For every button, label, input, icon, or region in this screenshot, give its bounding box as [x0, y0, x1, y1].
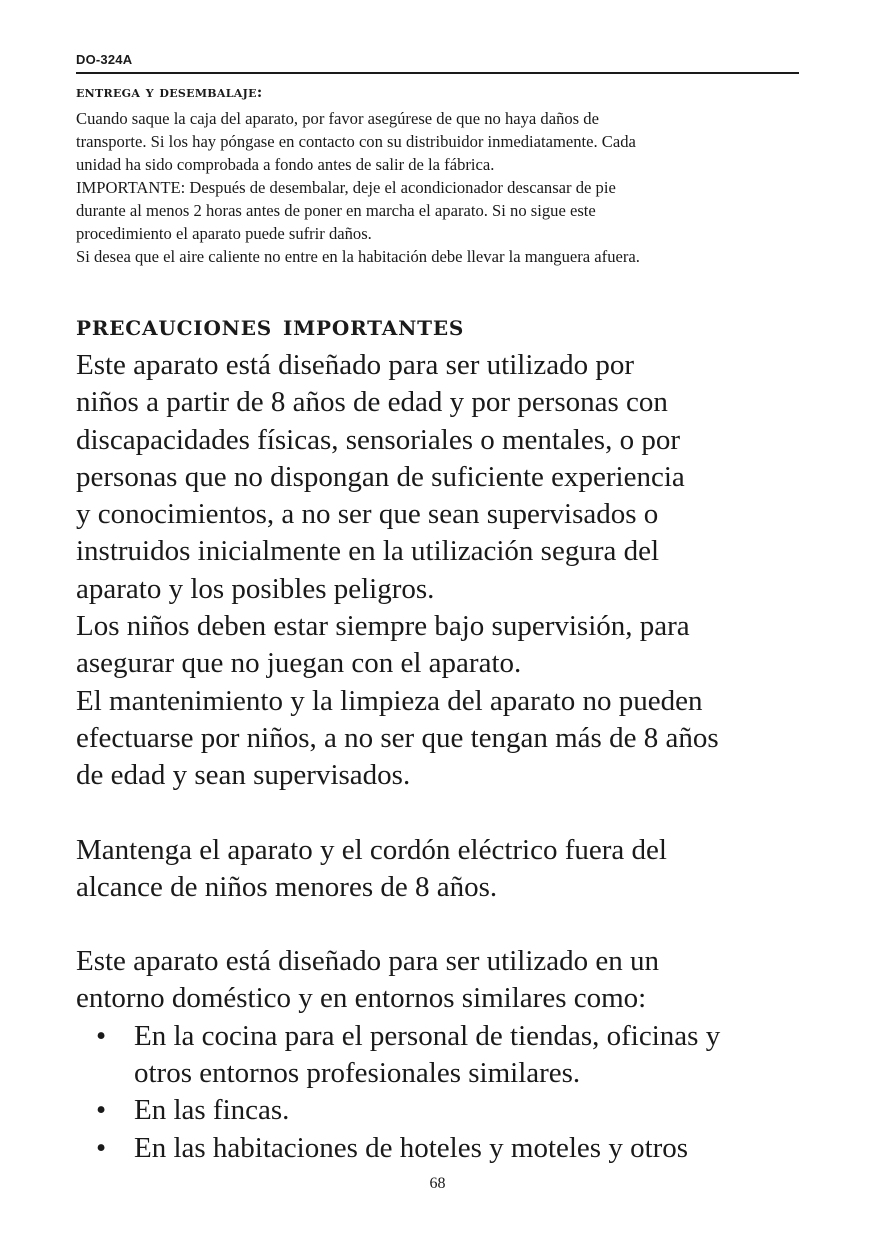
delivery-line: Cuando saque la caja del aparato, por favor asegúrese de que no haya daños de	[76, 109, 599, 128]
precaution-line: Mantenga el aparato y el cordón eléctrico fuera del	[76, 833, 667, 866]
delivery-line: IMPORTANTE: Después de desembalar, deje el acondicionador descansar de pie	[76, 178, 616, 197]
bullet-line: En las habitaciones de hoteles y moteles y otros	[134, 1131, 689, 1164]
precautions-heading: precauciones importantes	[76, 308, 465, 342]
precaution-line: discapacidades físicas, sensoriales o mentales, o por	[76, 423, 680, 456]
precaution-line: niños a partir de 8 años de edad y por personas con	[76, 386, 668, 419]
usage-bullet-list	[76, 1018, 816, 1167]
precaution-line: Este aparato está diseñado para ser utilizado por	[76, 349, 635, 381]
bullet-line: En la cocina para el personal de tiendas, oficinas y	[134, 1019, 721, 1052]
delivery-line: procedimiento el aparato puede sufrir daños.	[76, 224, 372, 243]
precaution-line: alcance de niños menores de 8 años.	[76, 870, 498, 903]
bullet-line: otros entornos profesionales similares.	[134, 1057, 581, 1090]
delivery-line: Si desea que el aire caliente no entre en la habitación debe llevar la manguera afuera.	[76, 247, 640, 266]
bullet-icon: •	[96, 1131, 107, 1164]
precaution-line: efectuarse por niños, a no ser que tengan más de 8 años	[76, 721, 719, 754]
paragraph-gap	[76, 906, 816, 943]
bullet-item	[76, 1092, 816, 1129]
delivery-line: durante al menos 2 horas antes de poner en marcha el aparato. Si no sigue este	[76, 201, 596, 220]
precaution-line: y conocimientos, a no ser que sean supervisados o	[76, 498, 659, 531]
page-number: 68	[429, 1175, 446, 1192]
precautions-text	[76, 347, 816, 1167]
bullet-icon: •	[96, 1094, 107, 1127]
delivery-line: unidad ha sido comprobada a fondo antes de salir de la fábrica.	[76, 155, 495, 174]
model-number: DO-324A	[76, 52, 133, 67]
precaution-line: aparato y los posibles peligros.	[76, 572, 435, 605]
paragraph-gap	[76, 795, 816, 832]
precaution-line: personas que no dispongan de suficiente experiencia	[76, 460, 685, 493]
precaution-line: instruidos inicialmente en la utilización segura del	[76, 535, 660, 568]
precaution-line: Este aparato está diseñado para ser utilizado en un	[76, 945, 659, 978]
bullet-item	[76, 1018, 816, 1093]
bullet-line: En las fincas.	[134, 1094, 290, 1127]
precaution-line: asegurar que no juegan con el aparato.	[76, 647, 522, 680]
bullet-item	[76, 1130, 816, 1167]
header-rule	[76, 72, 799, 74]
precaution-line: entorno doméstico y en entornos similares como:	[76, 982, 647, 1015]
precaution-line: El mantenimiento y la limpieza del aparato no pueden	[76, 684, 703, 717]
delivery-text	[76, 107, 806, 268]
precaution-line: Los niños deben estar siempre bajo supervisión, para	[76, 610, 690, 643]
delivery-heading: entrega y desembalaje:	[76, 83, 263, 101]
delivery-line: transporte. Si los hay póngase en contacto con su distribuidor inmediatamente. Cada	[76, 132, 636, 151]
precaution-line: de edad y sean supervisados.	[76, 759, 411, 792]
bullet-icon: •	[96, 1019, 107, 1052]
